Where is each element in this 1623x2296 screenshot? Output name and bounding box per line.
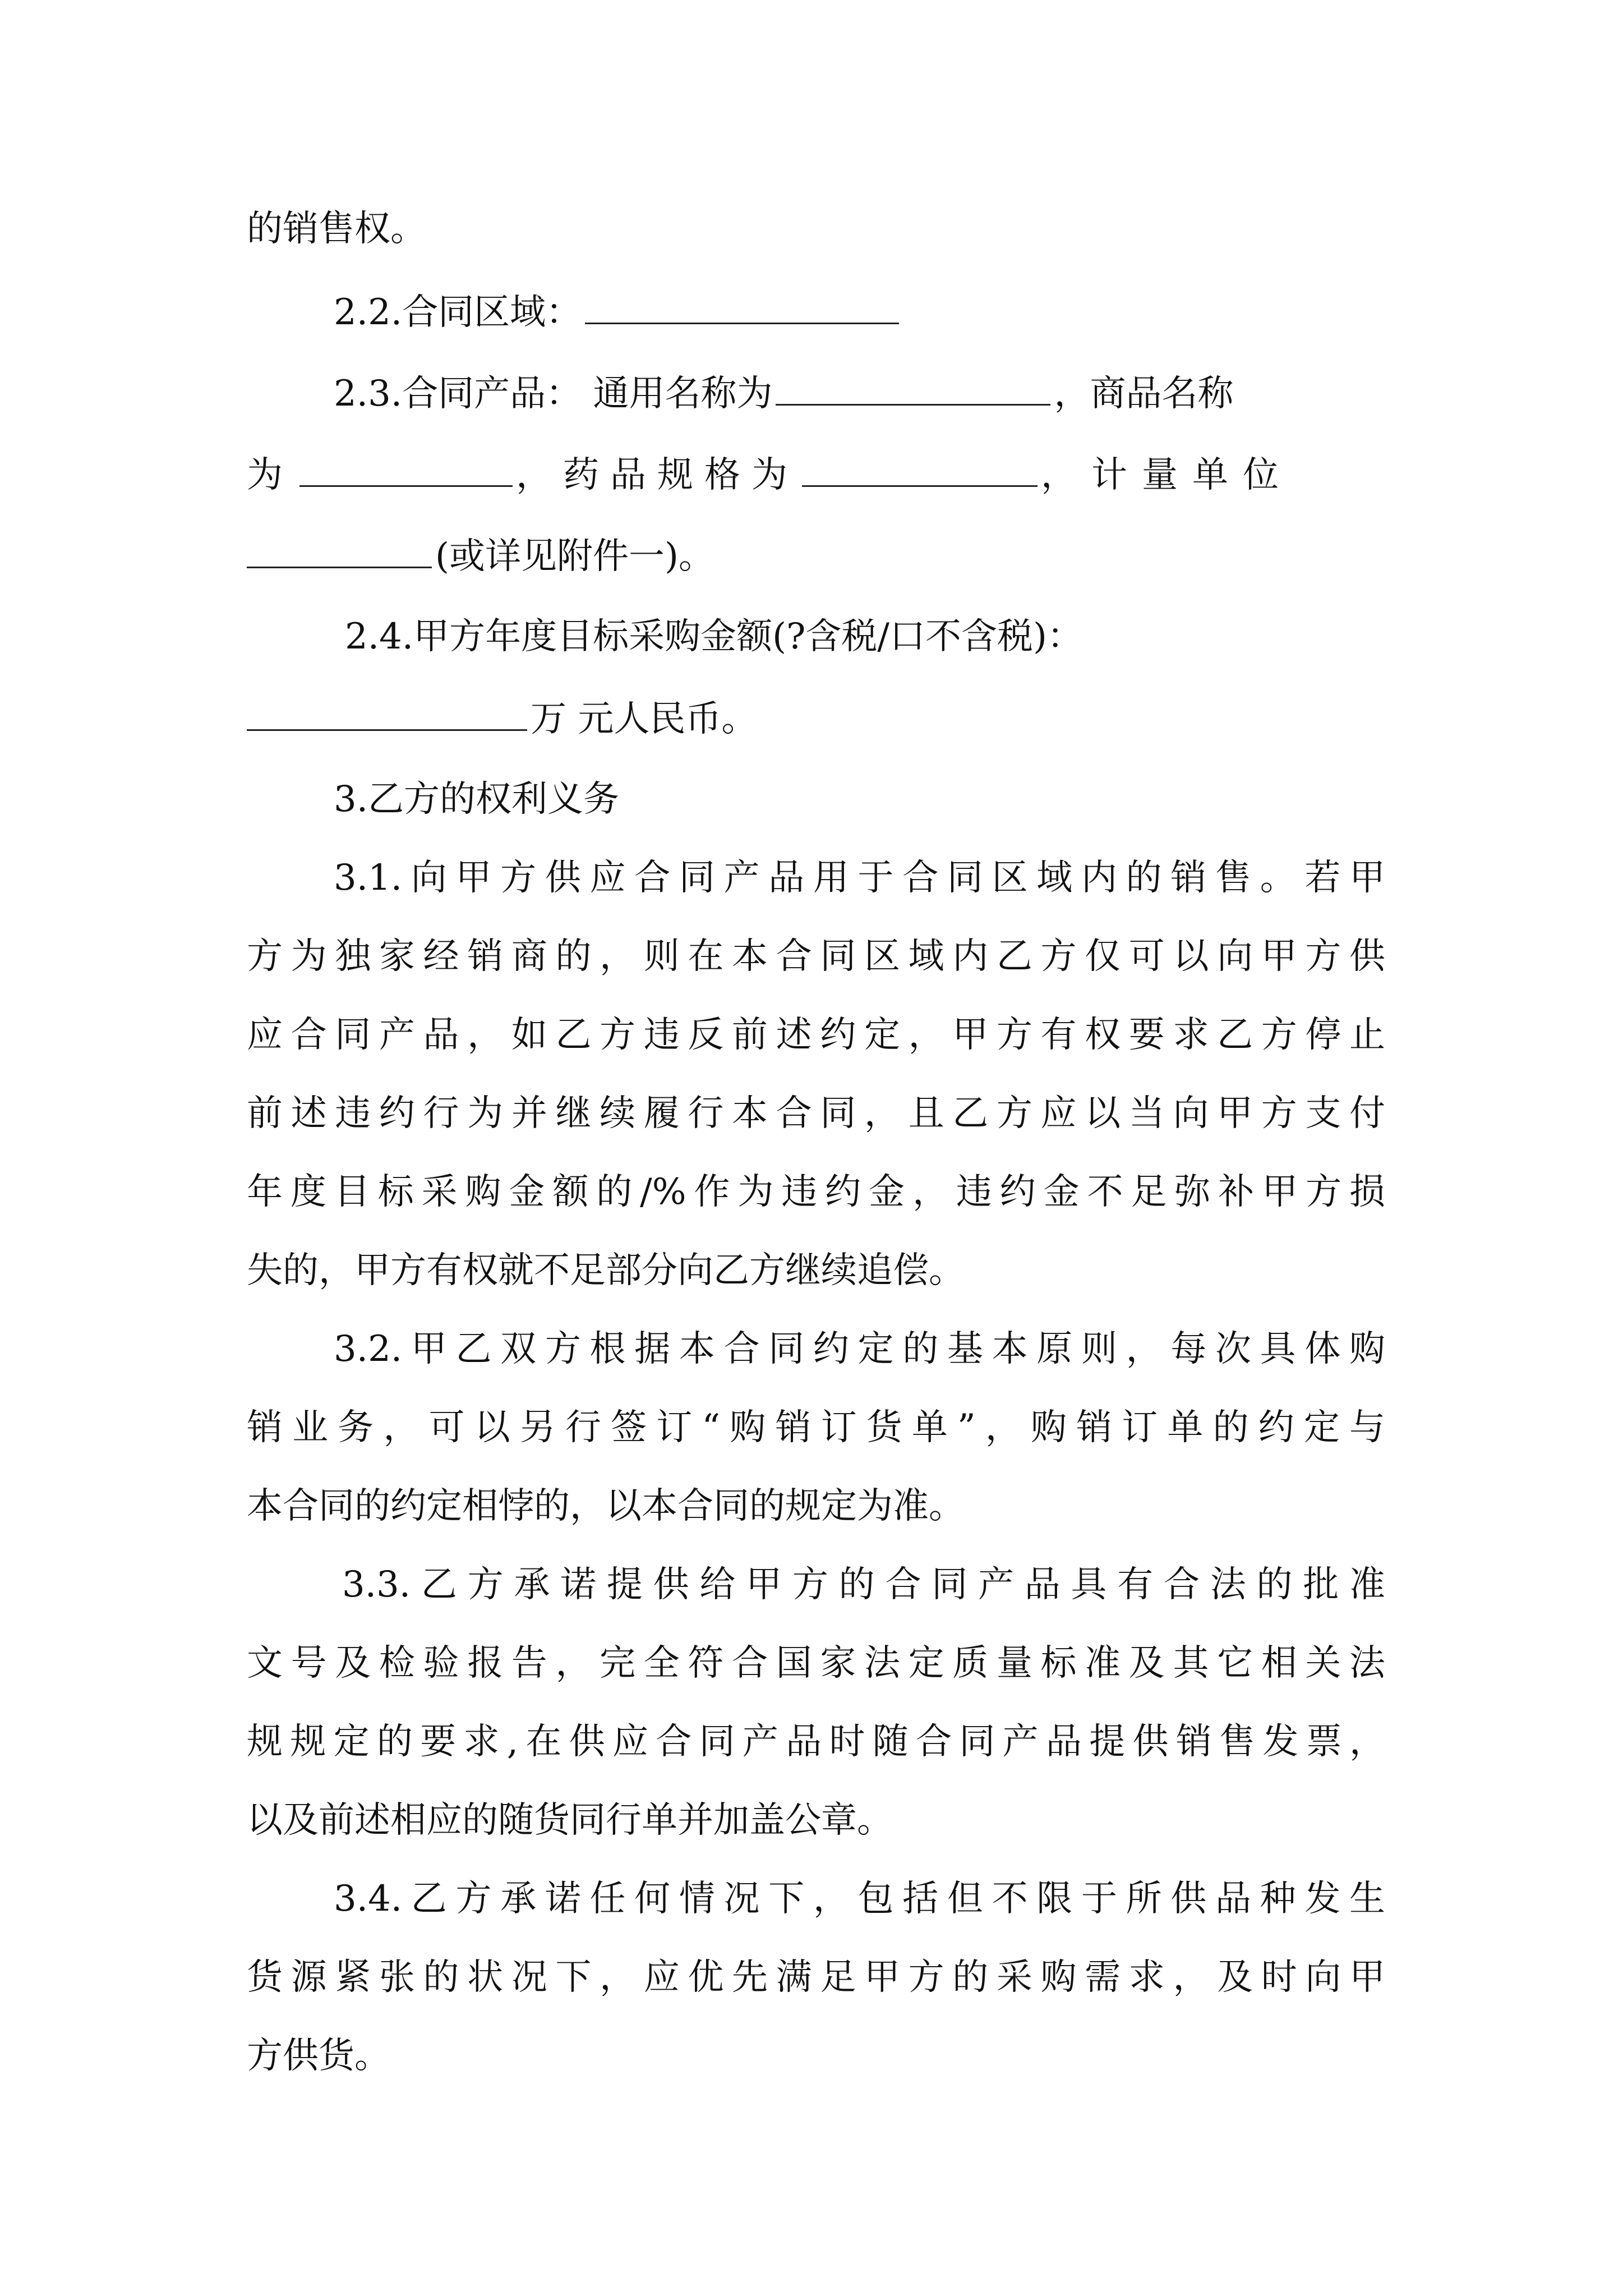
section-2-4: 2.4.甲方年度目标采购金额(?含税/口不含税)： — [345, 616, 1083, 657]
section-3-2-line: 销业务，可以另行签订“购销订货单”，购销订单的约定与 — [247, 1407, 1385, 1448]
paragraph-line: 的销售权。 — [247, 208, 426, 250]
spec-label: ，药品规格为 — [516, 454, 799, 496]
unit-blank — [247, 527, 432, 568]
section-2-3 — [334, 365, 1385, 421]
trade-name-label: ，商品名称 — [1054, 373, 1234, 415]
section-3-2-line: 本合同的约定相悖的，以本合同的规定为准。 — [247, 1485, 965, 1527]
contract-region-blank — [585, 283, 899, 324]
attachment-note: (或详见附件一)。 — [435, 536, 714, 577]
section-3-1-line: 方为独家经销商的，则在本合同区域内乙方仅可以向甲方供 — [247, 936, 1385, 977]
section-2-2 — [334, 283, 1385, 339]
section-3-3-line: 规规定的要求,在供应合同产品时随合同产品提供销售发票， — [247, 1721, 1385, 1763]
spec-blank — [802, 446, 1038, 487]
section-3-4-line: 3.4.乙方承诺任何情况下，包括但不限于所供品种发生 — [334, 1878, 1385, 1920]
generic-name-label: 通用名称为 — [593, 373, 773, 415]
section-2-3-line-3 — [247, 527, 1385, 583]
section-3-1-line: 应合同产品，如乙方违反前述约定，甲方有权要求乙方停止 — [247, 1014, 1385, 1056]
generic-name-blank — [776, 365, 1050, 406]
trade-name-blank — [299, 446, 513, 487]
section-3-4-line: 方供货。 — [247, 2035, 390, 2077]
purchase-amount-blank — [247, 690, 527, 731]
section-2-4-line-2 — [247, 690, 1385, 746]
section-3-1-line: 年度目标采购金额的/%作为违约金，违约金不足弥补甲方损 — [247, 1171, 1385, 1213]
unit-label: ，计量单位 — [1041, 454, 1293, 496]
section-3-1-line: 前述违约行为并继续履行本合同，且乙方应以当向甲方支付 — [247, 1093, 1385, 1134]
section-2-3-line-2 — [247, 446, 1385, 502]
section-3-2-line: 3.2.甲乙双方根据本合同约定的基本原则，每次具体购 — [334, 1328, 1385, 1370]
section-3-3-line: 以及前述相应的随货同行单并加盖公章。 — [247, 1800, 893, 1841]
section-3-heading: 3.乙方的权利义务 — [334, 779, 620, 820]
section-3-3-line: 3.3.乙方承诺提供给甲方的合同产品具有合法的批准 — [342, 1564, 1385, 1605]
section-3-1-line: 失的，甲方有权就不足部分向乙方继续追偿。 — [247, 1250, 965, 1291]
trade-name-for: 为 — [247, 454, 283, 496]
section-3-3-line: 文号及检验报告，完全符合国家法定质量标准及其它相关法 — [247, 1642, 1385, 1684]
currency-unit: 万 元人民币。 — [531, 698, 758, 740]
section-3-4-line: 货源紧张的状况下，应优先满足甲方的采购需求，及时向甲 — [247, 1957, 1385, 1998]
section-3-1-line: 3.1.向甲方供应合同产品用于合同区域内的销售。若甲 — [334, 857, 1385, 899]
section-2-3-label: 2.3.合同产品： — [334, 373, 582, 415]
section-2-2-label: 2.2.合同区域： — [334, 292, 582, 333]
